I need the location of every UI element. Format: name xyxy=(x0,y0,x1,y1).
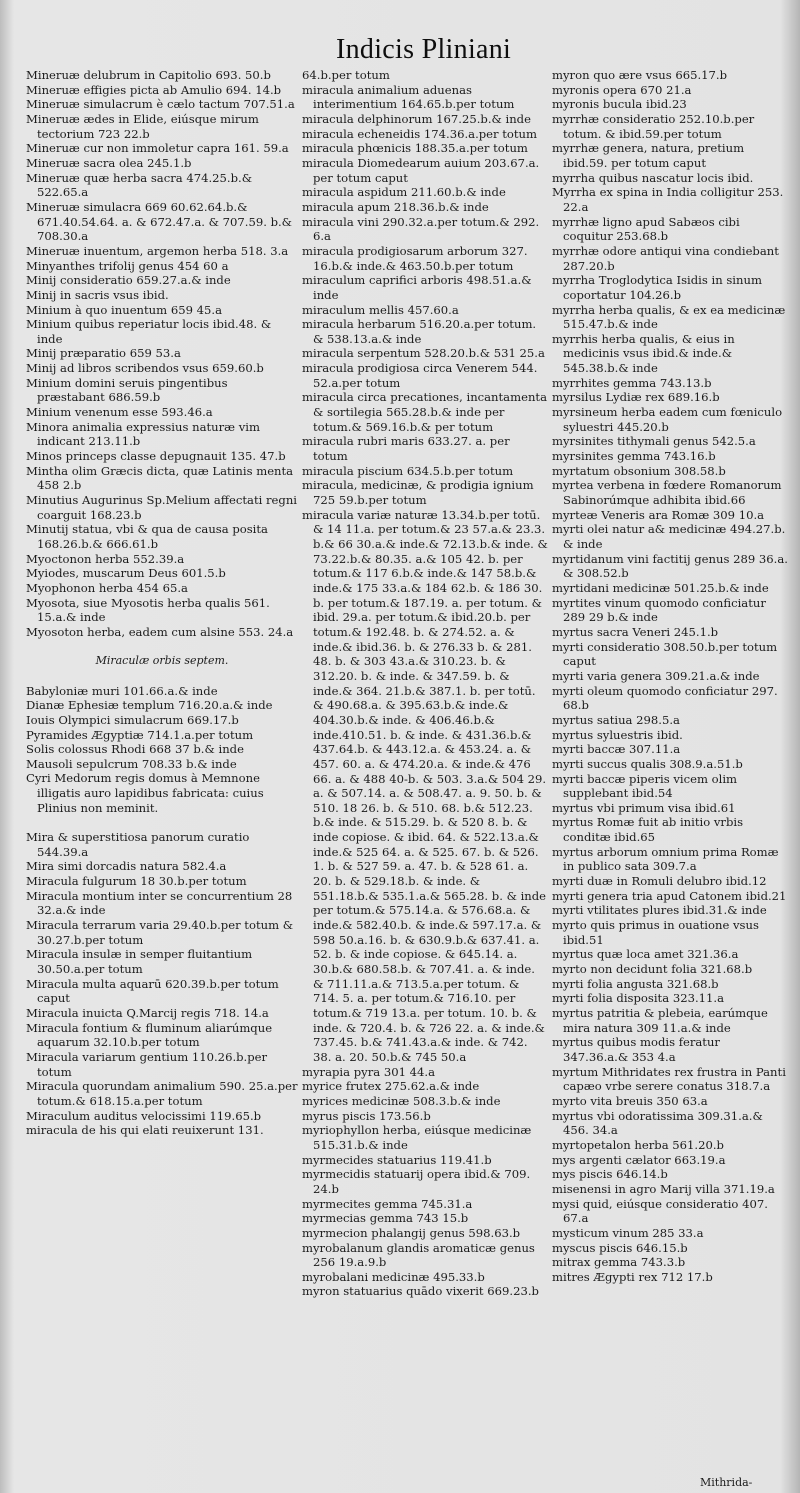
index-entry: myrobalani medicinæ 495.33.b xyxy=(302,1269,485,1284)
index-entry: Miraculum auditus velocissimi 119.65.b xyxy=(26,1108,262,1123)
index-entry: Myoctonon herba 552.39.a xyxy=(26,551,185,566)
index-entry: myscus piscis 646.15.b xyxy=(552,1240,688,1255)
index-column-left xyxy=(26,68,298,1138)
index-entry: Mira & superstitiosa panorum curatio 544.39.a xyxy=(26,830,250,859)
index-entry: Mineruæ quæ herba sacra 474.25.b.& 522.65.a xyxy=(26,170,253,200)
index-entry: myrobalanum glandis aromaticæ genus 256 19.a.9.b xyxy=(302,1240,535,1270)
index-entry: Miracula terrarum varia 29.40.b.per totum & 30.27.b.per totum xyxy=(26,918,294,947)
index-entry: myrrhæ genera, natura, pretium ibid.59. per totum caput xyxy=(552,141,745,170)
index-entry: myrti vtilitates plures ibid.31.& inde xyxy=(552,903,767,918)
index-entry: miracula animalium aduenas interimentium 164.65.b.per totum xyxy=(302,82,515,112)
index-entry: Miracula fontium & fluminum aliarúmque aquarum 32.10.b.per totum xyxy=(26,1020,273,1050)
index-entry: miracula aspidum 211.60.b.& inde xyxy=(302,185,506,200)
index-entry: myrtus sacra Veneri 245.1.b xyxy=(552,624,719,639)
index-entry: Minium à quo inuentum 659 45.a xyxy=(26,302,222,317)
index-entry: myrapia pyra 301 44.a xyxy=(302,1064,435,1079)
index-entry: 64.b.per totum xyxy=(302,68,390,82)
index-entry: miracula herbarum 516.20.a.per totum. & 538.13.a.& inde xyxy=(302,317,537,346)
index-entry: miracula vini 290.32.a.per totum.& 292. 6.a xyxy=(302,214,540,244)
index-entry: mys piscis 646.14.b xyxy=(552,1167,668,1182)
index-entry: miracula prodigiosarum arborum 327. 16.b.& inde.& 463.50.b.per totum xyxy=(302,243,528,273)
index-entry: myriophyllon herba, eiúsque medicinæ 515.31.b.& inde xyxy=(302,1123,532,1152)
index-entry: myrmecites gemma 745.31.a xyxy=(302,1196,473,1211)
index-entry: Minyanthes trifolij genus 454 60 a xyxy=(26,258,229,273)
index-entry: miraculum mellis 457.60.a xyxy=(302,302,459,317)
index-column-middle xyxy=(302,68,548,1299)
index-entry: miracula de his qui elati reuixerunt 131. xyxy=(26,1123,264,1138)
index-entry: Miracula quorundam animalium 590. 25.a.per totum.& 618.15.a.per totum xyxy=(26,1079,298,1108)
index-entry: myrtus patritia & plebeia, earúmque mira natura 309 11.a.& inde xyxy=(552,1006,768,1035)
index-entry: Minutius Augurinus Sp.Melium affectati regni coarguit 168.23.b xyxy=(26,493,297,522)
index-entry: Miracula fulgurum 18 30.b.per totum xyxy=(26,874,247,889)
index-entry: myrti olei natur a& medicinæ 494.27.b. & inde xyxy=(552,522,786,551)
index-entry: myrtus quibus modis feratur 347.36.a.& 353 4.a xyxy=(552,1035,720,1064)
index-entry: myrto vita breuis 350 63.a xyxy=(552,1093,708,1108)
index-entry: Minium domini seruis pingentibus præstabant 686.59.b xyxy=(26,375,228,405)
index-entry: myrrhæ ligno apud Sabæos cibi coquitur 253.68.b xyxy=(552,214,740,244)
index-entry: myrto quis primus in ouatione vsus ibid.51 xyxy=(552,918,759,947)
index-entry: Mausoli sepulcrum 708.33 b.& inde xyxy=(26,756,237,771)
index-entry: myrrhæ odore antiqui vina condiebant 287.20.b xyxy=(552,243,779,273)
index-entry: misenensi in agro Marij villa 371.19.a xyxy=(552,1181,775,1196)
index-entry: miracula, medicinæ, & prodigia ignium 725 59.b.per totum xyxy=(302,478,534,508)
index-entry: myrrha herba qualis, & ex ea medicinæ 515.47.b.& inde xyxy=(552,302,786,332)
index-entry: myrices medicinæ 508.3.b.& inde xyxy=(302,1093,501,1108)
index-entry: Minij ad libros scribendos vsus 659.60.b xyxy=(26,361,264,376)
index-entry: mitrax gemma 743.3.b xyxy=(552,1255,686,1270)
index-entry: Pyramides Ægyptiæ 714.1.a.per totum xyxy=(26,727,254,742)
index-entry: myrsinites gemma 743.16.b xyxy=(552,449,716,464)
index-entry: myrti duæ in Romuli delubro ibid.12 xyxy=(552,874,767,889)
page-header: Indicis Pliniani xyxy=(336,34,512,65)
index-entry: Minium venenum esse 593.46.a xyxy=(26,405,213,420)
index-entry: mitres Ægypti rex 712 17.b xyxy=(552,1269,713,1284)
index-entry: myrus piscis 173.56.b xyxy=(302,1108,431,1123)
index-entry: myrtus syluestris ibid. xyxy=(552,727,683,742)
index-entry: miracula Diomedearum auium 203.67.a. per totum caput xyxy=(302,155,540,185)
index-entry: myrrha Troglodytica Isidis in sinum coportatur 104.26.b xyxy=(552,273,762,302)
index-entry: Miracula inuicta Q.Marcij regis 718. 14.a xyxy=(26,1005,269,1020)
index-entry: Myosoton herba, eadem cum alsine 553. 24.a xyxy=(26,624,294,639)
index-entry: Miracula multa aquarū 620.39.b.per totum caput xyxy=(26,976,279,1006)
index-entry: Solis colossus Rhodi 668 37 b.& inde xyxy=(26,742,244,757)
index-entry: Minij consideratio 659.27.a.& inde xyxy=(26,273,231,288)
spacer xyxy=(26,640,298,655)
index-entry: Minos princeps classe depugnauit 135. 47.b xyxy=(26,449,286,464)
index-entry: Myrrha ex spina in India colligitur 253. 22.a xyxy=(552,185,784,214)
index-entry: Minutij statua, vbi & qua de causa posita 168.26.b.& 666.61.b xyxy=(26,522,268,551)
index-entry: myrtus satiua 298.5.a xyxy=(552,712,680,727)
index-entry: myrti oleum quomodo conficiatur 297. 68.b xyxy=(552,683,778,713)
index-entry: mys argenti cælator 663.19.a xyxy=(552,1152,726,1167)
index-column-right xyxy=(552,68,788,1284)
index-entry: miracula variæ naturæ 13.34.b.per totū. & 14 11.a. per totum.& 23 57.a.& 23.3. b.& 66 30.a.& inde.& 72.13.b.& inde. & 73.22.b.& 80.35. a.& 105 42. b. per totum.& 117 6.b.& inde.& 147 58.b.& inde.& 175 33.a.& 184 62.b. & 186 30. b. per totum.& 187.19. a. per totum. & ibid. 29.a. per totum.& ibid.20.b. per totum.& 192.48. b. & 274.52. a. & inde.& ibid.36. b. & 276.33 b. & 281. 48. b. & 303 43.a.& 310.23. b. & 312.20. b. & inde. & 347.59. b. & inde.& 364. 21.b.& 387.1. b. per totū. & 490.68.a. & 395.63.b.& inde.& 404.30.b.& inde. & 406.46.b.& inde.410.51. b. & inde. & 431.36.b.& 437.64.b. & 443.12.a. & 453.24. a. & 457. 60. a. & 474.20.a. & inde.& 476 66. a. & 488 40-b. & 503. 3.a.& 504 29. a. & 507.14. a. & 508.47. a. 9. 50. b. & 510. 18 26. b. & 510. 68. b.& 512.23. b.& inde. & 515.29. b. & 520 8. b. & inde copiose. & ibid. 64. & 522.13.a.& inde.& 525 64. a. & 525. 67. b. & 526. 1. b. & 527 59. a. 47. b. & 528 61. a. 20. b. & 529.18.b. & inde. & 551.18.b.& 535.1.a.& 565.28. b. & inde per totum.& 575.14.a. & 576.68.a. & inde.& 582.40.b. & inde.& 597.17.a. & 598 50.a.16. b. & 630.9.b.& 637.41. a. 52. b. & inde copiose. & 645.14. a. 30.b.& 680.58.b. & 707.41. a. & inde. & 711.11.a.& 713.5.a.per totum. & 714. 5. a. per totum.& 716.10. per totum.& 719 13.a. per totum. 10. b. & inde. & 720.4. b. & 726 22. a. & inde.& 737.45. b.& 741.43.a.& inde. & 742. 38. a. 20. 50.b.& 745 50.a xyxy=(302,507,548,1064)
index-entry: myrti folia disposita 323.11.a xyxy=(552,991,724,1006)
index-entry: Mineruæ effigies picta ab Amulio 694. 14.b xyxy=(26,82,282,97)
index-entry: Iouis Olympici simulacrum 669.17.b xyxy=(26,712,239,727)
index-entry: myrtatum obsonium 308.58.b xyxy=(552,463,726,478)
index-entry: myron quo ære vsus 665.17.b xyxy=(552,68,728,82)
index-entry: Miracula insulæ in semper fluitantium 30.50.a.per totum xyxy=(26,947,253,976)
index-entry: myrti folia angusta 321.68.b xyxy=(552,976,719,991)
index-entry: Minora animalia expressius naturæ vim indicant 213.11.b xyxy=(26,419,260,449)
index-entry: Myiodes, muscarum Deus 601.5.b xyxy=(26,566,226,581)
spacer xyxy=(26,669,298,684)
index-entry: miraculum caprifici arboris 498.51.a.& inde xyxy=(302,273,532,302)
index-entry: myrrhæ consideratio 252.10.b.per totum. & ibid.59.per totum xyxy=(552,111,755,141)
index-entry: Mintha olim Græcis dicta, quæ Latinis menta 458 2.b xyxy=(26,463,294,493)
index-entry: Minij præparatio 659 53.a xyxy=(26,346,181,361)
index-entry: myrti varia genera 309.21.a.& inde xyxy=(552,668,760,683)
index-entry: Mineruæ sacra olea 245.1.b xyxy=(26,155,192,170)
index-entry: Mineruæ inuentum, argemon herba 518. 3.a xyxy=(26,243,289,258)
index-entry: myrmecias gemma 743 15.b xyxy=(302,1211,469,1226)
index-entry: myrti baccæ 307.11.a xyxy=(552,742,681,757)
index-entry: myrtea verbena in fœdere Romanorum Sabinorúmque adhibita ibid.66 xyxy=(552,478,782,508)
index-entry: Mineruæ simulacrum è cælo tactum 707.51.a xyxy=(26,97,295,112)
index-entry: miracula piscium 634.5.b.per totum xyxy=(302,463,514,478)
section-subheading: Miraculæ orbis septem. xyxy=(95,654,229,668)
index-entry: myrto non decidunt folia 321.68.b xyxy=(552,962,753,977)
index-entry: Mira simi dorcadis natura 582.4.a xyxy=(26,859,227,874)
index-entry: miracula circa precationes, incantamenta & sortilegia 565.28.b.& inde per totum.& 569.16.b.& per totum xyxy=(302,390,547,434)
index-entry: myrtus vbi primum visa ibid.61 xyxy=(552,800,736,815)
index-entry: myrice frutex 275.62.a.& inde xyxy=(302,1079,480,1094)
index-entry: myrtus arborum omnium prima Romæ in publico sata 309.7.a xyxy=(552,844,779,874)
index-entry: myrtopetalon herba 561.20.b xyxy=(552,1137,724,1152)
index-entry: mysi quid, eiúsque consideratio 407. 67.a xyxy=(552,1196,768,1226)
index-entry: Miracula montium inter se concurrentium 28 32.a.& inde xyxy=(26,888,293,918)
index-entry: myronis bucula ibid.23 xyxy=(552,97,687,112)
spacer xyxy=(26,815,298,830)
index-entry: Myophonon herba 454 65.a xyxy=(26,580,188,595)
index-entry: myrtus quæ loca amet 321.36.a xyxy=(552,947,739,962)
index-entry: myrti succus qualis 308.9.a.51.b xyxy=(552,756,743,771)
index-entry: myrtidani medicinæ 501.25.b.& inde xyxy=(552,580,769,595)
catchword: Mithrida- xyxy=(700,1476,753,1489)
index-entry: miracula echeneidis 174.36.a.per totum xyxy=(302,126,538,141)
index-entry: Myosota, siue Myosotis herba qualis 561. 15.a.& inde xyxy=(26,595,270,625)
index-entry: myron statuarius quādo vixerit 669.23.b xyxy=(302,1284,539,1299)
index-entry: miracula phœnicis 188.35.a.per totum xyxy=(302,141,528,156)
index-entry: Mineruæ cur non immoletur capra 161. 59.a xyxy=(26,141,289,156)
index-entry: mysticum vinum 285 33.a xyxy=(552,1225,704,1240)
index-entry: myrtus vbi odoratissima 309.31.a.& 456. 34.a xyxy=(552,1108,763,1138)
index-entry: myrtum Mithridates rex frustra in Panti capæo vrbe serere conatus 318.7.a xyxy=(552,1064,786,1094)
index-entry: myrsilus Lydiæ rex 689.16.b xyxy=(552,390,720,405)
index-entry: myrmecides statuarius 119.41.b xyxy=(302,1152,492,1167)
index-entry: myrteæ Veneris ara Romæ 309 10.a xyxy=(552,507,765,522)
index-entry: Cyri Medorum regis domus à Memnone illigatis auro lapidibus fabricata: cuius Plinius non meminit. xyxy=(26,771,264,815)
index-entry: Mineruæ delubrum in Capitolio 693. 50.b xyxy=(26,68,271,82)
index-entry: myrrhites gemma 743.13.b xyxy=(552,375,712,390)
index-entry: myrti consideratio 308.50.b.per totum caput xyxy=(552,639,778,669)
index-entry: miracula rubri maris 633.27. a. per totum xyxy=(302,434,510,464)
index-entry: myrmecidis statuarij opera ibid.& 709. 24.b xyxy=(302,1167,531,1196)
index-entry: myrti genera tria apud Catonem ibid.21 xyxy=(552,888,787,903)
index-entry: Mineruæ simulacra 669 60.62.64.b.& 671.40.54.64. a. & 672.47.a. & 707.59. b.& 708.30.a xyxy=(26,199,293,244)
index-entry: miracula delphinorum 167.25.b.& inde xyxy=(302,111,531,126)
index-entry: myrrha quibus nascatur locis ibid. xyxy=(552,170,754,185)
index-entry: myrrhis herba qualis, & eius in medicinis vsus ibid.& inde.& 545.38.b.& inde xyxy=(552,331,735,376)
index-entry: myrsineum herba eadem cum fœniculo syluestri 445.20.b xyxy=(552,405,783,434)
index-entry: myrti baccæ piperis vicem olim supplebant ibid.54 xyxy=(552,771,738,801)
index-entry: Miracula variarum gentium 110.26.b.per totum xyxy=(26,1049,268,1079)
index-entry: miracula serpentum 528.20.b.& 531 25.a xyxy=(302,346,545,361)
index-entry: Dianæ Ephesiæ templum 716.20.a.& inde xyxy=(26,698,273,713)
index-entry: Mineruæ ædes in Elide, eiúsque mirum tectorium 723 22.b xyxy=(26,111,259,141)
index-entry: Minij in sacris vsus ibid. xyxy=(26,287,169,302)
index-entry: myrtites vinum quomodo conficiatur 289 29 b.& inde xyxy=(552,595,766,625)
index-entry: myronis opera 670 21.a xyxy=(552,82,692,97)
index-entry: myrmecion phalangij genus 598.63.b xyxy=(302,1225,521,1240)
index-entry: myrsinites tithymali genus 542.5.a xyxy=(552,434,756,449)
index-entry: miracula apum 218.36.b.& inde xyxy=(302,199,489,214)
index-entry: miracula prodigiosa circa Venerem 544. 52.a.per totum xyxy=(302,361,538,390)
index-entry: myrtidanum vini factitij genus 289 36.a. & 308.52.b xyxy=(552,551,788,581)
index-entry: Minium quibus reperiatur locis ibid.48. & inde xyxy=(26,317,272,346)
index-entry: Babyloniæ muri 101.66.a.& inde xyxy=(26,683,218,698)
index-entry: myrtus Romæ fuit ab initio vrbis conditæ ibid.65 xyxy=(552,815,744,845)
